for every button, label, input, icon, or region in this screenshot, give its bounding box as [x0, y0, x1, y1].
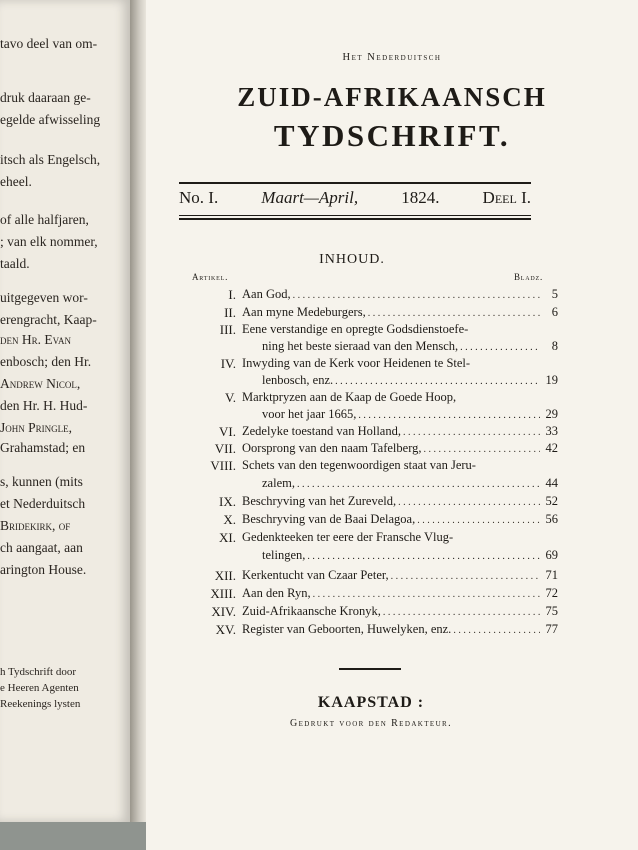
bottom-rule-thick: [179, 218, 531, 220]
entry-title: [242, 568, 558, 583]
entry-continuation: [262, 339, 558, 354]
leader-dots: [358, 407, 540, 422]
entry-title-text: Beschryving van de Baai Delagoa,: [242, 512, 416, 526]
entry-number: I.: [228, 287, 236, 302]
entry-number: XIII.: [210, 586, 236, 601]
entry-title: [242, 512, 558, 527]
entry-continuation: [262, 373, 558, 388]
entry-title-text: Beschryving van het Zureveld,: [242, 494, 397, 508]
left-text-line: den Hr. H. Hud-: [0, 398, 88, 413]
entry-number: II.: [224, 305, 236, 320]
left-text-line: et Nederduitsch: [0, 496, 86, 511]
leader-dots: [335, 373, 540, 388]
entry-page: 42: [545, 441, 558, 455]
entry-continuation: [262, 476, 558, 491]
left-page: [0, 0, 130, 822]
leader-dots: [424, 441, 540, 456]
leader-dots: [417, 512, 540, 527]
imprint-place: KAAPSTAD :: [317, 694, 425, 711]
entry-page: 44: [545, 476, 558, 490]
entry-title-text: ning het beste sieraad van den Mensch,: [262, 339, 459, 353]
entry-title: [242, 287, 558, 302]
entry-title-text: telingen,: [262, 548, 306, 562]
leader-dots: [383, 604, 540, 619]
issue-year: 1824.: [401, 188, 440, 207]
bottom-rule-thin: [179, 215, 531, 216]
left-text-line: tavo deel van om-: [0, 36, 98, 51]
entry-page: 56: [545, 512, 558, 526]
entry-page: 5: [551, 287, 558, 301]
entry-title-text: Oorsprong van den naam Tafelberg,: [242, 441, 422, 455]
entry-title: [242, 494, 558, 509]
left-text-line: druk daaraan ge-: [0, 90, 91, 105]
left-text-line: itsch als Engelsch,: [0, 152, 101, 167]
entry-number: X.: [223, 512, 236, 527]
leader-dots: [453, 622, 540, 637]
entry-title: [242, 305, 558, 320]
book-gutter: [130, 0, 146, 850]
entry-number: XI.: [219, 530, 236, 545]
entry-page: 69: [545, 548, 558, 562]
entry-title: [242, 458, 558, 473]
left-footnote-line: Reekenings lysten: [0, 698, 81, 710]
left-footnote-line: e Heeren Agenten: [0, 682, 79, 694]
leader-dots: [398, 494, 540, 509]
entry-page: 75: [545, 604, 558, 618]
issue-volume: Deel I.: [482, 188, 531, 207]
left-text-line: erengracht, Kaap-: [0, 312, 97, 327]
leader-dots: [403, 424, 540, 439]
left-text-line: John Pringle,: [0, 420, 73, 435]
leader-dots: [313, 586, 540, 601]
issue-line: [179, 188, 531, 208]
entry-page: 33: [545, 424, 558, 438]
entry-number: XV.: [215, 622, 236, 637]
entry-page: 72: [545, 586, 558, 600]
entry-number: V.: [225, 390, 236, 405]
left-text-line: egelde afwisseling: [0, 112, 101, 127]
leader-dots: [368, 305, 540, 320]
title-page: [146, 0, 638, 850]
entry-title-text: Schets van den tegenwoordigen staat van Jeru-: [242, 458, 476, 472]
left-text-line: Grahamstad; en: [0, 440, 86, 455]
entry-title: [242, 586, 558, 601]
left-text-line: den Hr. Evan: [0, 332, 71, 347]
entry-title: [242, 604, 558, 619]
entry-page: 77: [545, 622, 558, 636]
entry-title-text: lenbosch, enz.: [262, 373, 334, 387]
entry-continuation: [262, 548, 558, 563]
entry-title-text: Marktpryzen aan de Kaap de Goede Hoop,: [242, 390, 457, 404]
entry-title: [242, 356, 558, 371]
entry-page: 29: [545, 407, 558, 421]
separator-rule: [339, 668, 401, 670]
left-text-line: taald.: [0, 256, 30, 271]
entry-title-text: Inwyding van de Kerk voor Heidenen te Stel-: [242, 356, 471, 370]
leader-dots: [307, 548, 540, 563]
entry-title: [242, 622, 558, 637]
left-text-line: Andrew Nicol,: [0, 376, 81, 391]
entry-title-text: Zuid-Afrikaansche Kronyk,: [242, 604, 381, 618]
leader-dots: [460, 339, 540, 354]
contents-heading: INHOUD.: [319, 252, 385, 267]
column-heading-page: Bladz.: [514, 272, 544, 282]
entry-number: VIII.: [210, 458, 236, 473]
entry-title: [242, 530, 558, 545]
left-text-line: ; van elk nommer,: [0, 234, 98, 249]
entry-title: [242, 322, 558, 337]
book-cover-edge: [0, 822, 150, 850]
entry-page: 71: [545, 568, 558, 582]
entry-title: [242, 441, 558, 456]
entry-title-text: Gedenkteeken ter eere der Fransche Vlug-: [242, 530, 454, 544]
entry-number: XIV.: [211, 604, 236, 619]
left-text-line: enbosch; den Hr.: [0, 354, 92, 369]
entry-number: XII.: [214, 568, 236, 583]
leader-dots: [293, 287, 540, 302]
entry-title-text: Aan God,: [242, 287, 291, 301]
top-rule: [179, 182, 531, 184]
entry-number: VI.: [219, 424, 236, 439]
issue-number: No. I.: [179, 188, 219, 207]
left-text-line: ch aangaat, aan: [0, 540, 83, 555]
entry-page: 19: [545, 373, 558, 387]
entry-title: [242, 390, 558, 405]
entry-number: VII.: [214, 441, 236, 456]
entry-number: III.: [219, 322, 236, 337]
entry-title: [242, 424, 558, 439]
entry-page: 8: [551, 339, 558, 353]
pre-title: Het Nederduitsch: [342, 52, 442, 63]
entry-title-text: Aan myne Medeburgers,: [242, 305, 366, 319]
entry-continuation: [262, 407, 558, 422]
left-text-line: eheel.: [0, 174, 32, 189]
imprint-printer: Gedrukt voor den Redakteur.: [289, 718, 453, 729]
entry-number: IX.: [219, 494, 236, 509]
entry-title-text: zalem,: [262, 476, 295, 490]
entry-title-text: Aan den Ryn,: [242, 586, 311, 600]
left-text-line: uitgegeven wor-: [0, 290, 88, 305]
left-text-line: of alle halfjaren,: [0, 212, 89, 227]
title-line-2: TYDSCHRIFT.: [273, 118, 511, 153]
entry-number: IV.: [220, 356, 236, 371]
entry-title-text: voor het jaar 1665,: [262, 407, 357, 421]
entry-title-text: Register van Geboorten, Huwelyken, enz.: [242, 622, 452, 636]
entry-title-text: Eene verstandige en opregte Godsdienstoefe-: [242, 322, 469, 336]
entry-page: 52: [545, 494, 558, 508]
entry-title-text: Zedelyke toestand van Holland,: [242, 424, 401, 438]
left-footnote-line: h Tydschrift door: [0, 666, 77, 678]
column-heading-article: Artikel.: [192, 272, 229, 282]
title-line-1: ZUID-AFRIKAANSCH: [237, 82, 547, 112]
leader-dots: [297, 476, 540, 491]
left-text-line: s, kunnen (mits: [0, 474, 83, 489]
leader-dots: [391, 568, 540, 583]
issue-date: Maart—April,: [261, 188, 359, 207]
left-text-line: Bridekirk, of: [0, 518, 71, 533]
left-text-line: arington House.: [0, 562, 87, 577]
entry-page: 6: [551, 305, 558, 319]
entry-title-text: Kerkentucht van Czaar Peter,: [242, 568, 389, 582]
